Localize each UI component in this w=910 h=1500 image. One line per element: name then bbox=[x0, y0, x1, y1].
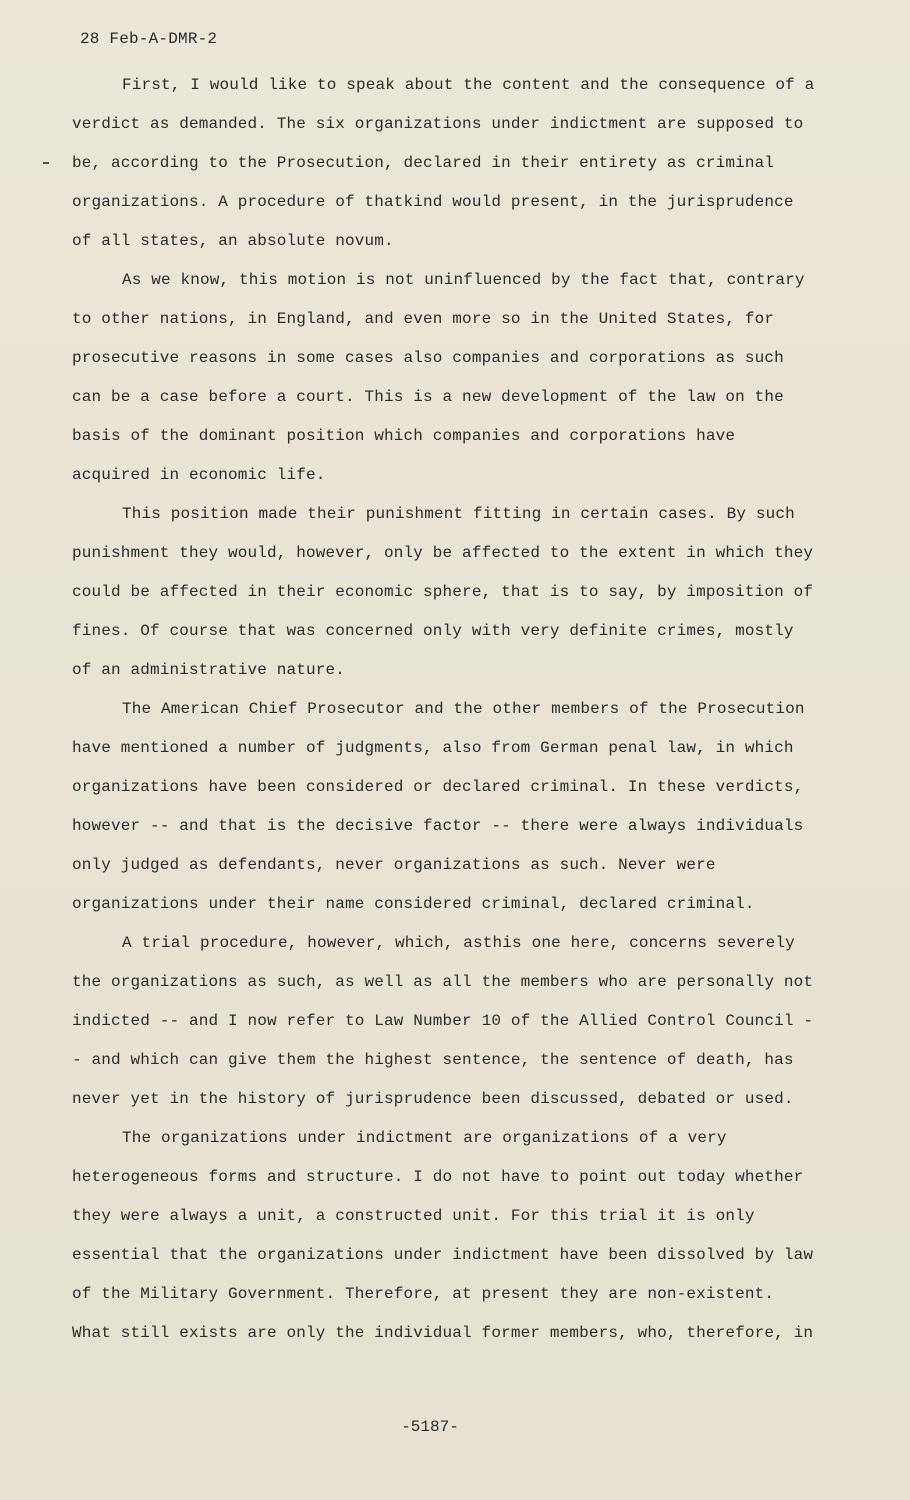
margin-mark bbox=[43, 162, 49, 164]
paragraph-3: This position made their punishment fitting in certain cases. By such punishment they would, however, only be affected to the extent in which they could be affected in their economic sphere, that is to say, by imposition of fines. Of course that was concerned only with very definite crimes, mostly of an administrative nature. bbox=[72, 505, 814, 679]
paragraph-4: The American Chief Prosecutor and the other members of the Prosecution have mentioned a number of judgments, also from German penal law, in which organizations have been considered or declared criminal. In these verdicts, however -- and that is the decisive factor -- there were always individuals only judged as defendants, never organizations as such. Never were organizations under their name considered criminal, declared criminal. bbox=[72, 700, 805, 913]
document-reference: 28 Feb-A-DMR-2 bbox=[80, 30, 218, 48]
paragraph-1: First, I would like to speak about the content and the consequence of a verdict as demanded. The six organizations under indictment are supposed to be, according to the Prosecution, declared in their entirety as criminal organizations. A procedure of thatkind would present, in the jurisprudence of all states, an absolute novum. bbox=[72, 76, 815, 250]
paragraph-2: As we know, this motion is not uninfluenced by the fact that, contrary to other nations, in England, and even more so in the United States, for prosecutive reasons in some cases also companies and corporations as such can be a case before a court. This is a new development of the law on the basis of the dominant position which companies and corporations have acquired in economic life. bbox=[72, 271, 805, 484]
page-number: -5187- bbox=[401, 1418, 459, 1436]
body-text bbox=[72, 66, 822, 1353]
paragraph-5: A trial procedure, however, which, asthis one here, concerns severely the organizations as such, as well as all the members who are personally not indicted -- and I now refer to Law Number 10 of the Allied Control Council -- and which can give them the highest sentence, the sentence of death, has never yet in the history of jurisprudence been discussed, debated or used. bbox=[72, 934, 814, 1108]
paragraph-6: The organizations under indictment are organizations of a very heterogeneous forms and structure. I do not have to point out today whether they were always a unit, a constructed unit. For this trial it is only essential that the organizations under indictment have been dissolved by law of the Military Government. Therefore, at present they are non-existent. What still exists are only the individual former members, who, therefore, in bbox=[72, 1129, 814, 1342]
